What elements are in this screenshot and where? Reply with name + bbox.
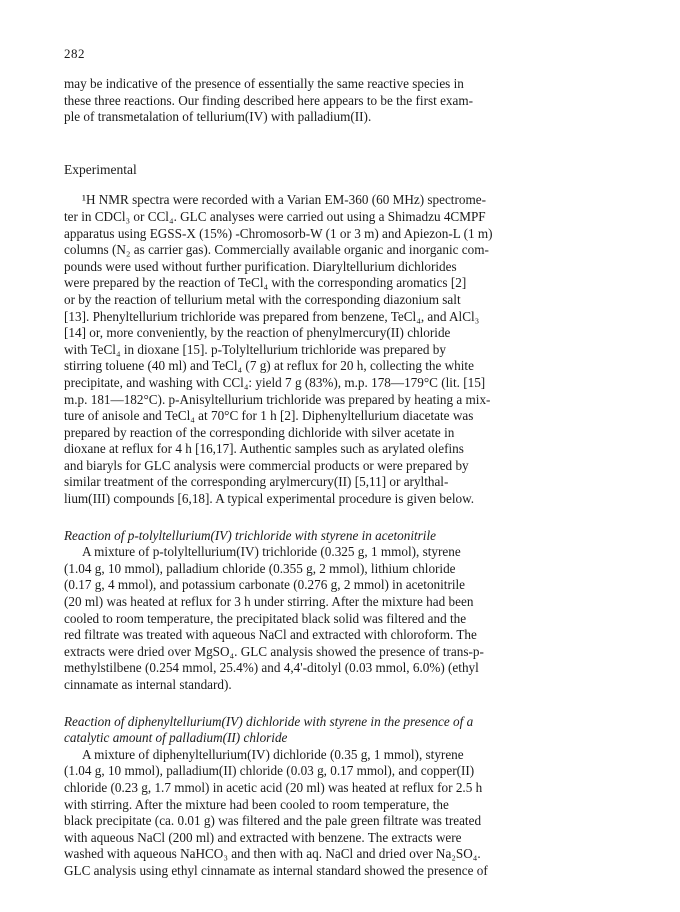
text-line: ¹H NMR spectra were recorded with a Varian EM-360 (60 MHz) spectrome-: [82, 192, 486, 208]
text-line: similar treatment of the corresponding arylmercury(II) [5,11] or arylthal-: [64, 474, 449, 490]
page-number: 282: [64, 46, 85, 61]
text-line: with stirring. After the mixture had been cooled to room temperature, the: [64, 796, 449, 812]
section-1: [64, 528, 620, 694]
text-line: washed with aqueous NaHCO₃ and then with aq. NaCl and dried over Na₂SO₄.: [64, 846, 481, 862]
subsection-title: Reaction of diphenyltellurium(IV) dichloride with styrene in the presence of a: [64, 713, 474, 729]
text-line: dioxane at reflux for 4 h [16,17]. Authentic samples such as arylated olefins: [64, 441, 464, 457]
text-line: A mixture of diphenyltellurium(IV) dichloride (0.35 g, 1 mmol), styrene: [82, 746, 464, 762]
text-line: black precipitate (ca. 0.01 g) was filtered and the pale green filtrate was treated: [64, 813, 482, 829]
text-line: [13]. Phenyltellurium trichloride was prepared from benzene, TeCl₄, and AlCl₃: [64, 308, 480, 324]
text-line: with TeCl₄ in dioxane [15]. p-Tolyltellurium trichloride was prepared by: [64, 341, 446, 357]
text-line: columns (N₂ as carrier gas). Commercially available organic and inorganic com-: [64, 242, 489, 258]
section-heading: Experimental: [64, 161, 137, 177]
text-line: (1.04 g, 10 mmol), palladium chloride (0.355 g, 2 mmol), lithium chloride: [64, 560, 456, 576]
text-line: red filtrate was treated with aqueous NaCl and extracted with chloroform. The: [64, 627, 477, 643]
text-line: cinnamate as internal standard).: [64, 677, 232, 692]
text-line: pounds were used without further purification. Diaryltellurium dichlorides: [64, 258, 457, 274]
text-line: cooled to room temperature, the precipitated black solid was filtered and the: [64, 610, 467, 626]
text-line: [14] or, more conveniently, by the reaction of phenylmercury(II) chloride: [64, 325, 451, 341]
subsection-title: Reaction of p-tolyltellurium(IV) trichloride with styrene in acetonitrile: [64, 527, 436, 543]
text-line: and biaryls for GLC analysis were commercial products or were prepared by: [64, 457, 469, 473]
text-line: A mixture of p-tolyltellurium(IV) trichloride (0.325 g, 1 mmol), styrene: [82, 544, 461, 560]
text-line: methylstilbene (0.254 mmol, 25.4%) and 4,4'-ditolyl (0.03 mmol, 6.0%) (ethyl: [64, 660, 479, 676]
text-line: prepared by reaction of the corresponding dichloride with silver acetate in: [64, 424, 455, 440]
text-line: these three reactions. Our finding described here appears to be the first exam-: [64, 92, 474, 108]
text-line: stirring toluene (40 ml) and TeCl₄ (7 g) at reflux for 20 h, collecting the white: [64, 358, 474, 374]
section-2: [64, 714, 620, 880]
text-line: (0.17 g, 4 mmol), and potassium carbonate (0.276 g, 2 mmol) in acetonitrile: [64, 577, 466, 593]
text-line: may be indicative of the presence of essentially the same reactive species in: [64, 76, 464, 91]
text-line: ple of transmetalation of tellurium(IV) with palladium(II).: [64, 109, 372, 125]
experimental-paragraph: [64, 192, 620, 507]
subsection-title: catalytic amount of palladium(II) chloride: [64, 730, 288, 746]
text-line: chloride (0.23 g, 1.7 mmol) in acetic acid (20 ml) was heated at reflux for 2.5 h: [64, 779, 483, 795]
text-line: (20 ml) was heated at reflux for 3 h under stirring. After the mixture had been: [64, 594, 474, 610]
text-line: apparatus using EGSS-X (15%) -Chromosorb-W (1 or 3 m) and Apiezon-L (1 m): [64, 225, 493, 241]
text-line: ter in CDCl₃ or CCl₄. GLC analyses were carried out using a Shimadzu 4CMPF: [64, 208, 486, 224]
text-line: extracts were dried over MgSO₄. GLC analysis showed the presence of trans-p-: [64, 643, 484, 659]
text-line: lium(III) compounds [6,18]. A typical experimental procedure is given below.: [64, 491, 475, 507]
text-line: m.p. 181—182°C). p-Anisyltellurium trichloride was prepared by heating a mix-: [64, 391, 491, 407]
text-line: (1.04 g, 10 mmol), palladium(II) chloride (0.03 g, 0.17 mmol), and copper(II): [64, 763, 475, 779]
text-line: GLC analysis using ethyl cinnamate as internal standard showed the presence of: [64, 862, 488, 878]
text-line: ture of anisole and TeCl₄ at 70°C for 1 h [2]. Diphenyltellurium diacetate was: [64, 408, 474, 424]
text-line: with aqueous NaCl (200 ml) and extracted with benzene. The extracts were: [64, 829, 462, 845]
text-line: or by the reaction of tellurium metal with the corresponding diazonium salt: [64, 291, 461, 307]
intro-paragraph: [64, 76, 620, 126]
text-line: were prepared by the reaction of TeCl₄ with the corresponding aromatics [2]: [64, 275, 467, 291]
text-line: precipitate, and washing with CCl₄: yield 7 g (83%), m.p. 178—179°C (lit. [15]: [64, 374, 486, 390]
page-body: [64, 76, 620, 880]
